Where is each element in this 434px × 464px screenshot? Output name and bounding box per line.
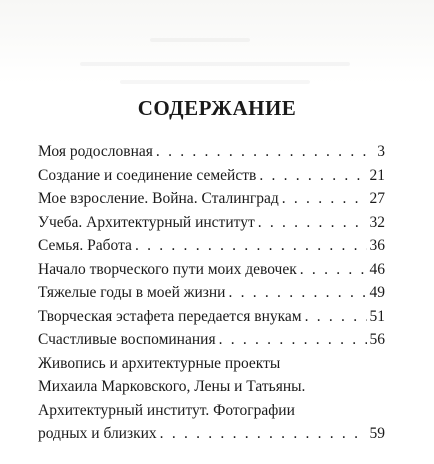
toc-entry[interactable]: [38, 211, 385, 235]
dot-leader: [135, 234, 367, 258]
table-of-contents: [38, 140, 385, 446]
dot-leader: [305, 305, 367, 329]
dot-leader: [160, 422, 367, 446]
dot-leader: [258, 211, 367, 235]
toc-entry-title-line: родных и близких: [38, 425, 157, 442]
toc-entry-title: Начало творческого пути моих девочек: [38, 260, 297, 278]
toc-entry-page: 49: [369, 284, 385, 301]
toc-entry[interactable]: [38, 140, 385, 164]
toc-entry-page: 21: [369, 166, 385, 184]
toc-entry-title: Творческая эстафета передается внукам: [38, 307, 302, 325]
bleed-through-text: [0, 0, 434, 110]
dot-leader: [156, 140, 374, 164]
toc-entry[interactable]: [38, 164, 385, 188]
toc-entry-title-line: Живопись и архитектурные проекты: [38, 354, 281, 372]
page-title: СОДЕРЖАНИЕ: [137, 96, 297, 120]
toc-entry-title: Моя родословная: [38, 143, 153, 160]
toc-entry[interactable]: [38, 258, 385, 282]
toc-entry-page: 59: [369, 425, 385, 442]
toc-entry-page: 3: [377, 143, 385, 160]
toc-entry-title: Учеба. Архитектурный институт: [38, 213, 255, 231]
toc-entry-title: Мое взросление. Война. Сталинград: [38, 190, 279, 207]
toc-entry-page: 27: [369, 190, 385, 207]
dot-leader: [259, 164, 366, 188]
toc-entry[interactable]: [38, 328, 385, 352]
toc-entry-page: 51: [369, 307, 385, 325]
toc-entry-title-line: Архитектурный институт. Фотографии: [38, 401, 295, 419]
toc-entry[interactable]: [38, 187, 385, 211]
toc-entry[interactable]: [38, 234, 385, 258]
dot-leader: [228, 281, 366, 305]
toc-entry[interactable]: [38, 281, 385, 305]
dot-leader: [219, 328, 367, 352]
toc-entry-title: Счастливые воспоминания: [38, 331, 216, 348]
toc-entry-page: 36: [369, 237, 385, 254]
toc-entry-title: Семья. Работа: [38, 237, 132, 254]
toc-entry-page: 32: [369, 213, 385, 231]
toc-entry-title-line: Михаила Марковского, Лены и Татьяны.: [38, 378, 306, 395]
toc-entry[interactable]: [38, 305, 385, 329]
dot-leader: [282, 187, 367, 211]
toc-entry-page: 46: [369, 260, 385, 278]
toc-entry-multiline[interactable]: [38, 352, 385, 446]
toc-entry-title: Создание и соединение семейств: [38, 166, 257, 184]
dot-leader: [300, 258, 367, 282]
toc-entry-title: Тяжелые годы в моей жизни: [38, 284, 226, 301]
toc-entry-page: 56: [369, 331, 385, 348]
